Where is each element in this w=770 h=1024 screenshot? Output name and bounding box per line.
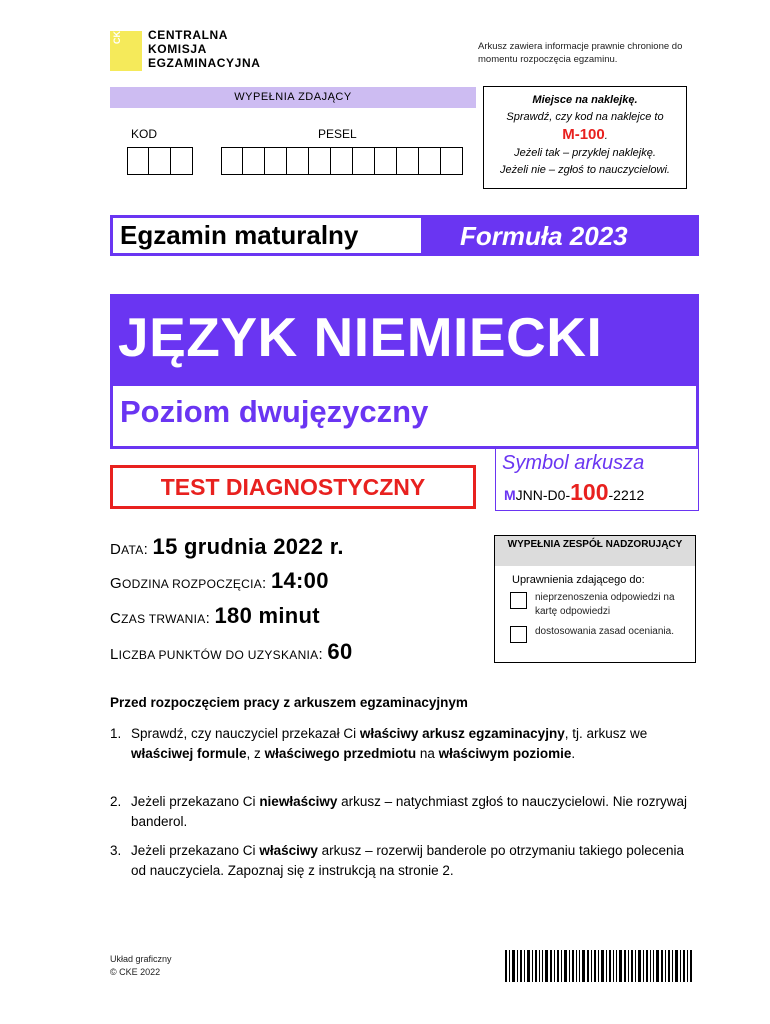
info-points-label-cap: L <box>110 646 119 663</box>
instruction-text: , tj. arkusz we <box>564 726 648 741</box>
instruction-text: Sprawdź, czy nauczyciel przekazał Ci <box>131 726 360 741</box>
info-start-value: 14:00 <box>270 568 329 593</box>
info-start-label-cap: G <box>110 575 122 592</box>
info-duration-value: 180 minut <box>214 603 320 628</box>
logo-line-2: KOMISJA <box>148 42 207 56</box>
symbol-code-end: -2212 <box>608 487 645 503</box>
pesel-label: PESEL <box>318 127 357 141</box>
instruction-text: , z <box>246 746 265 761</box>
instruction-number: 1. <box>110 726 122 741</box>
pesel-digit-box[interactable] <box>397 147 419 175</box>
sticker-line-1: Sprawdź, czy kod na naklejce to <box>506 111 664 123</box>
legal-notice: Arkusz zawiera informacje prawnie chronione do momentu rozpoczęcia egzaminu. <box>478 41 683 65</box>
pesel-digit-box[interactable] <box>375 147 397 175</box>
instruction-item <box>110 792 690 832</box>
info-colon: : <box>205 610 211 627</box>
instruction-text: Jeżeli przekazano Ci <box>131 843 260 858</box>
symbol-code-m: M <box>504 487 516 503</box>
instruction-text: arkusz – natychmiast zgłoś to nauczycielowi. Nie rozrywaj banderol. <box>131 794 687 829</box>
pesel-digit-box[interactable] <box>287 147 309 175</box>
checkbox-no-transfer[interactable] <box>510 592 527 609</box>
pesel-digit-box[interactable] <box>265 147 287 175</box>
sticker-title: Miejsce na naklejkę. <box>532 94 638 106</box>
test-type-badge: TEST DIAGNOSTYCZNY <box>110 465 476 509</box>
footer-credit <box>110 953 172 979</box>
logo-text <box>148 28 260 70</box>
instructions-title: Przed rozpoczęciem pracy z arkuszem egzaminacyjnym <box>110 695 468 710</box>
pesel-digit-box[interactable] <box>309 147 331 175</box>
instruction-text: . <box>571 746 576 761</box>
symbol-code <box>504 479 644 506</box>
supervisor-header: WYPEŁNIA ZESPÓŁ NADZORUJĄCY <box>495 536 695 566</box>
barcode-icon <box>505 950 692 982</box>
symbol-code-mid: JNN-D0- <box>515 487 571 503</box>
info-duration-label-cap: C <box>110 610 122 627</box>
logo-line-1: CENTRALNA <box>148 28 229 42</box>
pesel-field[interactable] <box>221 147 463 175</box>
level-title: Poziom dwujęzyczny <box>120 394 429 429</box>
instruction-number: 3. <box>110 843 122 858</box>
symbol-code-num: 100 <box>570 479 609 505</box>
instruction-bold: właściwy <box>259 843 318 858</box>
info-colon: : <box>318 646 323 663</box>
supervisor-subtitle: Uprawnienia zdającego do: <box>512 574 645 586</box>
checkbox-adjusted-rules-label: dostosowania zasad oceniania. <box>535 626 674 637</box>
kod-label: KOD <box>131 127 158 141</box>
instruction-bold: właściwy arkusz egzaminacyjny <box>359 726 565 741</box>
info-points-value: 60 <box>327 639 353 664</box>
instruction-item <box>110 841 690 881</box>
info-points <box>110 639 353 665</box>
instruction-text: Jeżeli przekazano Ci <box>131 794 260 809</box>
logo-letters: CK <box>112 31 122 44</box>
info-date-label: ATA <box>121 543 144 557</box>
info-duration <box>110 603 320 629</box>
sticker-code-suffix: . <box>604 130 608 142</box>
info-colon: : <box>143 541 149 558</box>
instruction-bold: właściwego przedmiotu <box>264 746 417 761</box>
info-colon: : <box>262 575 267 592</box>
sticker-area <box>483 86 687 189</box>
instruction-item <box>110 724 690 764</box>
logo-line-3: EGZAMINACYJNA <box>148 56 261 70</box>
sticker-line-2: Jeżeli tak – przyklej naklejkę. <box>514 147 656 159</box>
sticker-line-3: Jeżeli nie – zgłoś to nauczycielowi. <box>500 164 670 176</box>
info-start-time <box>110 568 329 594</box>
kod-digit-box[interactable] <box>171 147 193 175</box>
kod-digit-box[interactable] <box>149 147 171 175</box>
info-start-label: ODZINA ROZPOCZĘCIA <box>121 577 263 591</box>
fill-box-header: WYPEŁNIA ZDAJĄCY <box>110 87 476 108</box>
info-date-value: 15 grudnia 2022 r. <box>152 534 344 559</box>
pesel-digit-box[interactable] <box>353 147 375 175</box>
instruction-text: arkusz – rozerwij banderole po otrzymaniu takiego polecenia od nauczyciela. Zapoznaj się z instrukcją na stronie 2. <box>131 843 685 878</box>
footer-line-1: Układ graficzny <box>110 954 172 964</box>
instruction-bold: właściwym poziomie <box>438 746 572 761</box>
info-duration-label: ZAS TRWANIA <box>121 612 206 626</box>
pesel-digit-box[interactable] <box>243 147 265 175</box>
pesel-digit-box[interactable] <box>441 147 463 175</box>
symbol-label: Symbol arkusza <box>502 452 645 474</box>
info-points-label: ICZBA PUNKTÓW DO UZYSKANIA <box>118 648 319 662</box>
info-date <box>110 534 344 560</box>
exam-formula: Formuła 2023 <box>460 221 628 251</box>
instruction-text: na <box>416 746 439 761</box>
pesel-digit-box[interactable] <box>331 147 353 175</box>
sticker-code: M-100 <box>562 126 605 143</box>
footer-line-2: © CKE 2022 <box>110 967 161 977</box>
kod-digit-box[interactable] <box>127 147 149 175</box>
pesel-digit-box[interactable] <box>419 147 441 175</box>
subject-title: JĘZYK NIEMIECKI <box>118 306 603 368</box>
info-date-label-cap: D <box>110 541 122 558</box>
instruction-bold: właściwej formule <box>131 746 247 761</box>
checkbox-no-transfer-label: nieprzenoszenia odpowiedzi na kartę odpowiedzi <box>535 592 675 617</box>
exam-name: Egzamin maturalny <box>113 218 421 253</box>
kod-field[interactable] <box>127 147 193 175</box>
instruction-bold: niewłaściwy <box>259 794 338 809</box>
instruction-number: 2. <box>110 794 122 809</box>
pesel-digit-box[interactable] <box>221 147 243 175</box>
checkbox-adjusted-rules[interactable] <box>510 626 527 643</box>
